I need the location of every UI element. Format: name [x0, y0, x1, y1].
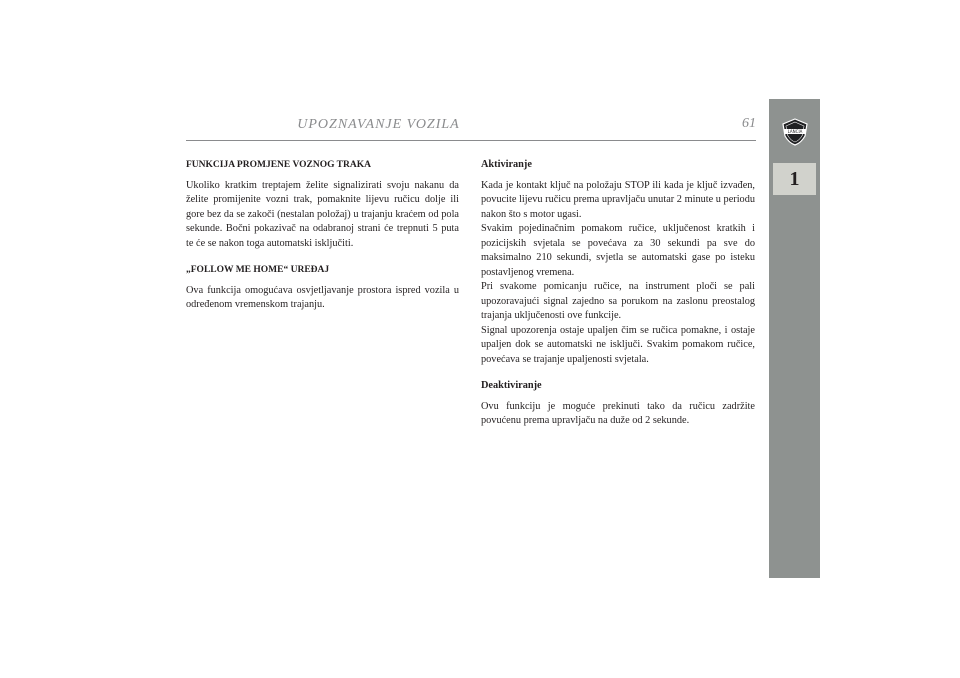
right-column: [481, 158, 755, 429]
activation-paragraph-4: Signal upozorenja ostaje upaljen čim se ručica pomakne, i ostaje upaljen dok se automatski ne isključi. Svakim pomakom ručice, povećava se trajanje upaljenosti svjetala.: [481, 324, 755, 365]
section-text-lane-change: Ukoliko kratkim treptajem želite signalizirati svoju nakanu da želite promijenite vozni trak, pomaknite lijevu ručicu dolje ili gore bez da se zakoči (nestalan položaj) u trajanju kraćem od pola sekunde. Bočni pokazivač na odabranoj strani će trepnuti 5 puta te će se nakon toga automatski isključiti.: [186, 179, 459, 249]
activation-heading: Aktiviranje: [481, 159, 532, 170]
deactivation-text: Ovu funkciju je moguće prekinuti tako da ručicu zadržite povućenu prema upravljaču na duže od 2 sekunde.: [481, 400, 755, 426]
activation-paragraph-1: Kada je kontakt ključ na položaju STOP ili kada je ključ izvađen, povucite lijevu ručicu prema upravljaču unutar 2 minute u periodu nakon što s motor ugasi.: [481, 179, 755, 220]
activation-paragraph-3: Pri svakome pomicanju ručice, na instrument ploči se pali upozoravajući signal zajedno sa porukom na zaslonu preostalog trajanja uključenosti ove funkcije.: [481, 281, 755, 321]
header-rule: [186, 140, 756, 141]
header-title: UPOZNAVANJE VOZILA: [297, 117, 460, 132]
page-number: 61: [742, 116, 756, 131]
section-heading-lane-change: FUNKCIJA PROMJENE VOZNOG TRAKA: [186, 160, 371, 170]
chapter-tab[interactable]: 1: [773, 163, 816, 195]
left-column: [186, 158, 459, 313]
lancia-logo-icon: [781, 118, 809, 146]
logo-text: LANCIA: [787, 129, 803, 134]
deactivation-heading: Deaktiviranje: [481, 380, 542, 391]
section-heading-follow-me-home: „FOLLOW ME HOME“ UREĐAJ: [186, 265, 330, 275]
section-text-follow-me-home: Ova funkcija omogućava osvjetljavanje prostora ispred vozila u određenom vremenskom trajanju.: [186, 284, 459, 310]
activation-paragraph-2: Svakim pojedinačnim pomakom ručice, uključenost kratkih i pozicijskih svjetala se povećava za 30 sekundi pa sve do maksimalno 210 sekundi, svjetla se automatski gase po isteku postavljenog vremena.: [481, 223, 755, 278]
